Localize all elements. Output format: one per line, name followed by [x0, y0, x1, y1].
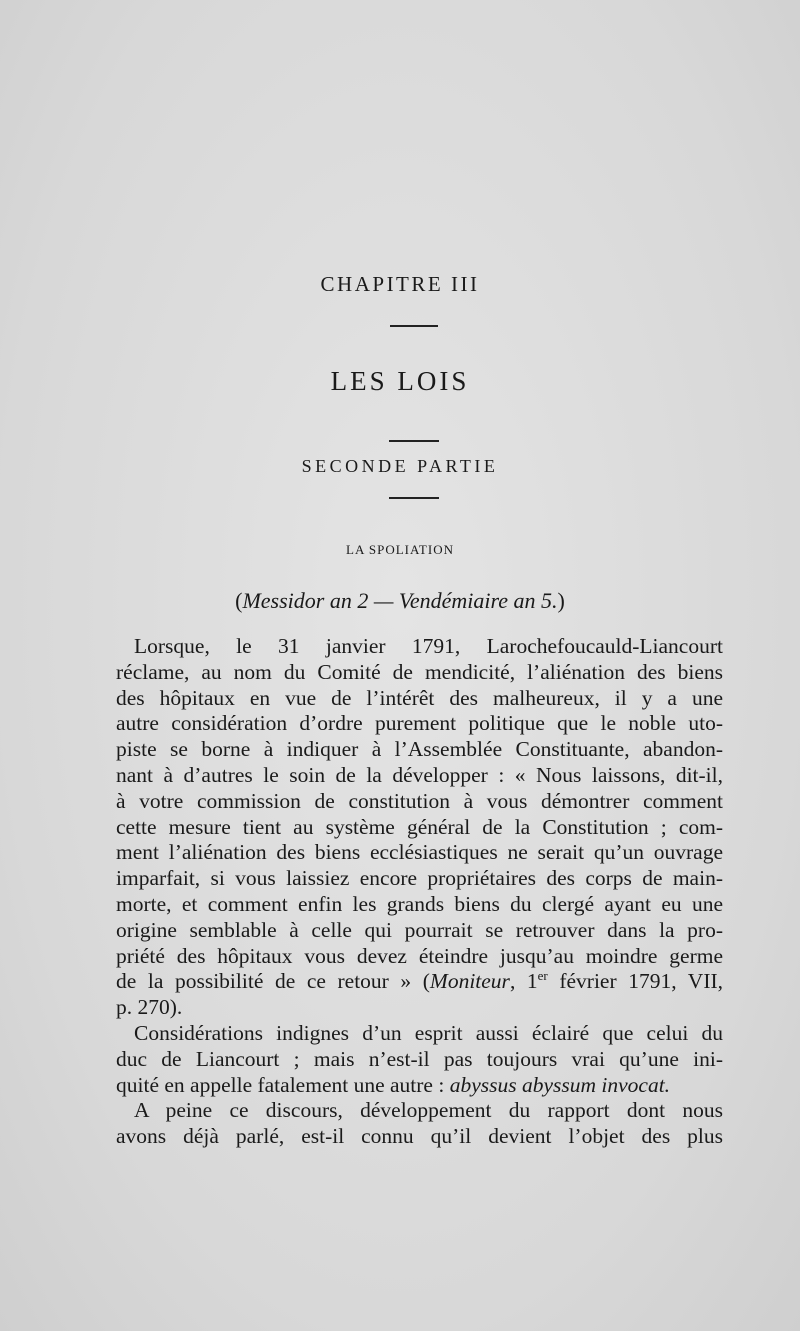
- text-segment: quité en appelle fatalement une autre :: [116, 1072, 450, 1097]
- text-line: priété des hôpitaux vous devez éteindre jusqu’au moindre germe: [116, 943, 723, 968]
- text-line: à votre commission de constitution à vous démontrer comment: [116, 788, 723, 813]
- text-line: [116, 969, 723, 995]
- rule-short: [390, 325, 438, 327]
- text-line: des hôpitaux en vue de l’intérêt des malheureux, il y a une: [116, 685, 723, 710]
- superscript: er: [537, 968, 548, 984]
- text-line: Considérations indignes d’un esprit aussi éclairé que celui du: [134, 1020, 723, 1045]
- rule-lower: [389, 497, 439, 499]
- text-line: imparfait, si vous laissiez encore propriétaires des corps de main-: [116, 866, 723, 891]
- text-line: A peine ce discours, développement du rapport dont nous: [134, 1098, 723, 1123]
- text-segment: février 1791, VII,: [547, 969, 724, 994]
- text-line: autre considération d’ordre purement politique que le noble uto-: [116, 711, 723, 736]
- text-line: origine semblable à celle qui pourrait se retrouver dans la pro-: [116, 917, 723, 942]
- text-line: ment l’aliénation des biens ecclésiastiques ne serait qu’un ouvrage: [116, 840, 723, 865]
- section-heading: LA SPOLIATION: [346, 542, 454, 557]
- date-close-paren: ): [557, 588, 565, 613]
- text-segment: de la possibilité de ce retour » (: [116, 969, 430, 994]
- text-line: duc de Liancourt ; mais n’est-il pas toujours vrai qu’une ini-: [116, 1046, 723, 1071]
- text-line: p. 270).: [116, 995, 183, 1020]
- part-heading: SECONDE PARTIE: [301, 456, 499, 476]
- body-text: [116, 634, 723, 1150]
- chapter-heading: CHAPITRE III: [320, 272, 480, 296]
- date-start: Messidor an 2: [242, 588, 369, 613]
- date-range: [0, 588, 800, 614]
- text-line: piste se borne à indiquer à l’Assemblée Constituante, abandon-: [116, 737, 723, 762]
- text-segment: , 1: [509, 969, 538, 994]
- text-line: [116, 1073, 723, 1099]
- text-line: Lorsque, le 31 janvier 1791, Larochefoucauld-Liancourt: [134, 634, 723, 658]
- date-end: Vendémiaire an 5.: [398, 588, 558, 613]
- latin-quote: abyssus abyssum invocat.: [449, 1072, 671, 1097]
- date-open-paren: (: [235, 588, 243, 613]
- citation-moniteur: Moniteur: [429, 969, 510, 994]
- text-line: réclame, au nom du Comité de mendicité, l’aliénation des biens: [116, 659, 723, 684]
- text-line: avons déjà parlé, est-il connu qu’il devient l’objet des plus: [116, 1124, 723, 1149]
- text-line: cette mesure tient au système général de la Constitution ; com-: [116, 814, 723, 839]
- chapter-title: LES LOIS: [330, 366, 470, 396]
- text-line: nant à d’autres le soin de la développer : « Nous laissons, dit-il,: [116, 762, 723, 787]
- rule-upper: [389, 440, 439, 442]
- date-dash: —: [368, 588, 399, 613]
- text-line: morte, et comment enfin les grands biens du clergé ayant eu une: [116, 891, 723, 916]
